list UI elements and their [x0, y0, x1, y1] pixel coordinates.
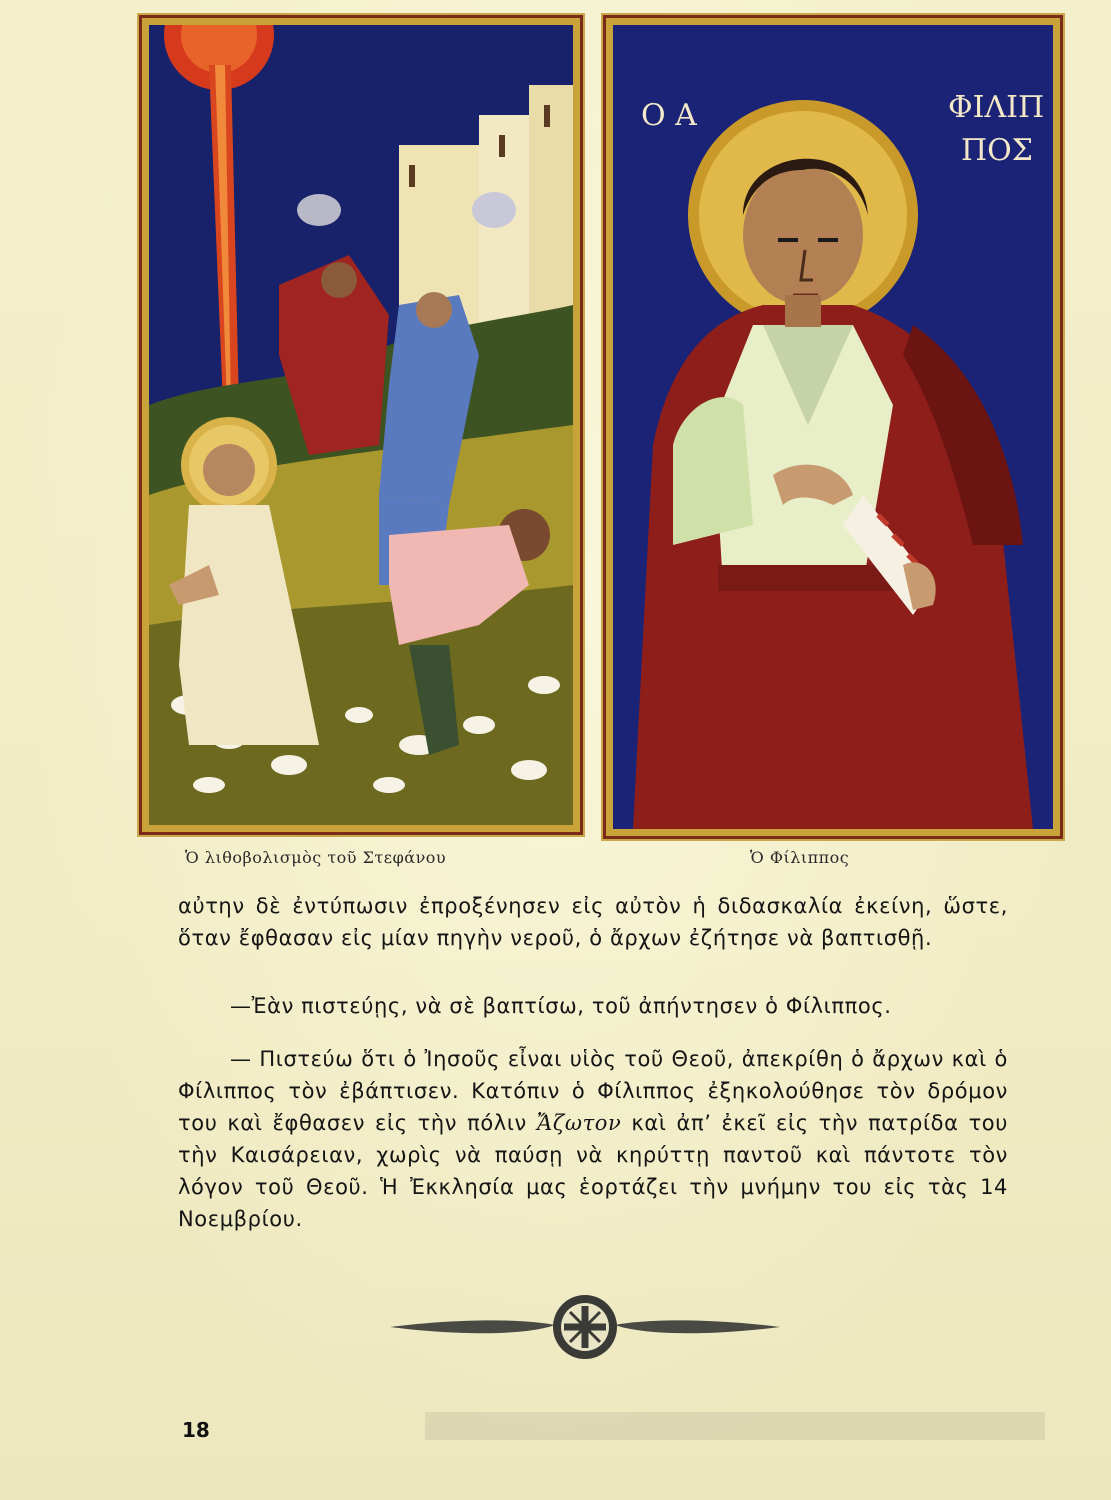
caption-philip: Ὁ Φίλιππος: [750, 848, 850, 867]
paragraph-3-text: [178, 1043, 1008, 1235]
inscription-left: Ο Α: [641, 98, 697, 133]
paragraph-1-text: αὐτην δὲ ἐντύπωσιν ἐπροξένησεν εἰς αὐτὸν ἡ διδασκαλία ἐκείνη, ὥστε, ὅταν ἔφθασαν εἰς μίαν πηγὴν νεροῦ, ὁ ἄρχων ἐζήτησε νὰ βαπτισθῇ.: [178, 894, 1008, 950]
stoning-scene-icon: [149, 25, 573, 825]
saint-philip-figure-icon: [613, 25, 1053, 829]
paragraph-1: [178, 890, 1008, 954]
cross-ornament-icon: [390, 1292, 780, 1362]
paragraph-3-part2: καὶ ἀπ’ ἐκεῖ εἰς τὴν πατρίδα του τὴν Καισάρειαν, χωρὶς νὰ παύσῃ νὰ κηρύττῃ παντοῦ καὶ πάντοτε τὸν λόγον τοῦ Θεοῦ. Ἡ Ἐκκλησία μας ἑορτάζει τὴν μνήμην του εἰς τὰς 14 Νοεμβρίου.: [178, 1111, 1009, 1231]
paragraph-3: [178, 1043, 1008, 1235]
bleed-through-bar: [425, 1412, 1045, 1440]
bleed-through-texture: [188, 1250, 1008, 1276]
city-name-azotus: Ἄζωτον: [536, 1111, 622, 1135]
stoning-of-stephen-illustration: [142, 18, 580, 832]
page-number: 18: [182, 1418, 210, 1442]
paragraph-3-part1: — Πιστεύω ὅτι ὁ Ἰησοῦς εἶναι υἱὸς τοῦ Θεοῦ, ἀπεκρίθη ὁ ἄρχων καὶ ὁ Φίλιππος τὸν ἐβάπτισεν. Κατόπιν ὁ Φίλιππος ἐξηκολούθησε τὸν δρόμον του καὶ ἔφθασεν εἰς τὴν πόλιν: [178, 1047, 1008, 1135]
inscription-right-line2: ΠΟΣ: [961, 133, 1033, 168]
caption-stoning: Ὁ λιθοβολισμὸς τοῦ Στεφάνου: [185, 848, 447, 867]
paragraph-2: [178, 990, 1008, 1022]
inscription-right-line1: ΦΙΛΙΠ: [948, 90, 1045, 125]
paragraph-2-text: —Ἐὰν πιστεύῃς, νὰ σὲ βαπτίσω, τοῦ ἀπήντησεν ὁ Φίλιππος.: [230, 994, 892, 1018]
saint-philip-icon-illustration: [606, 18, 1060, 836]
